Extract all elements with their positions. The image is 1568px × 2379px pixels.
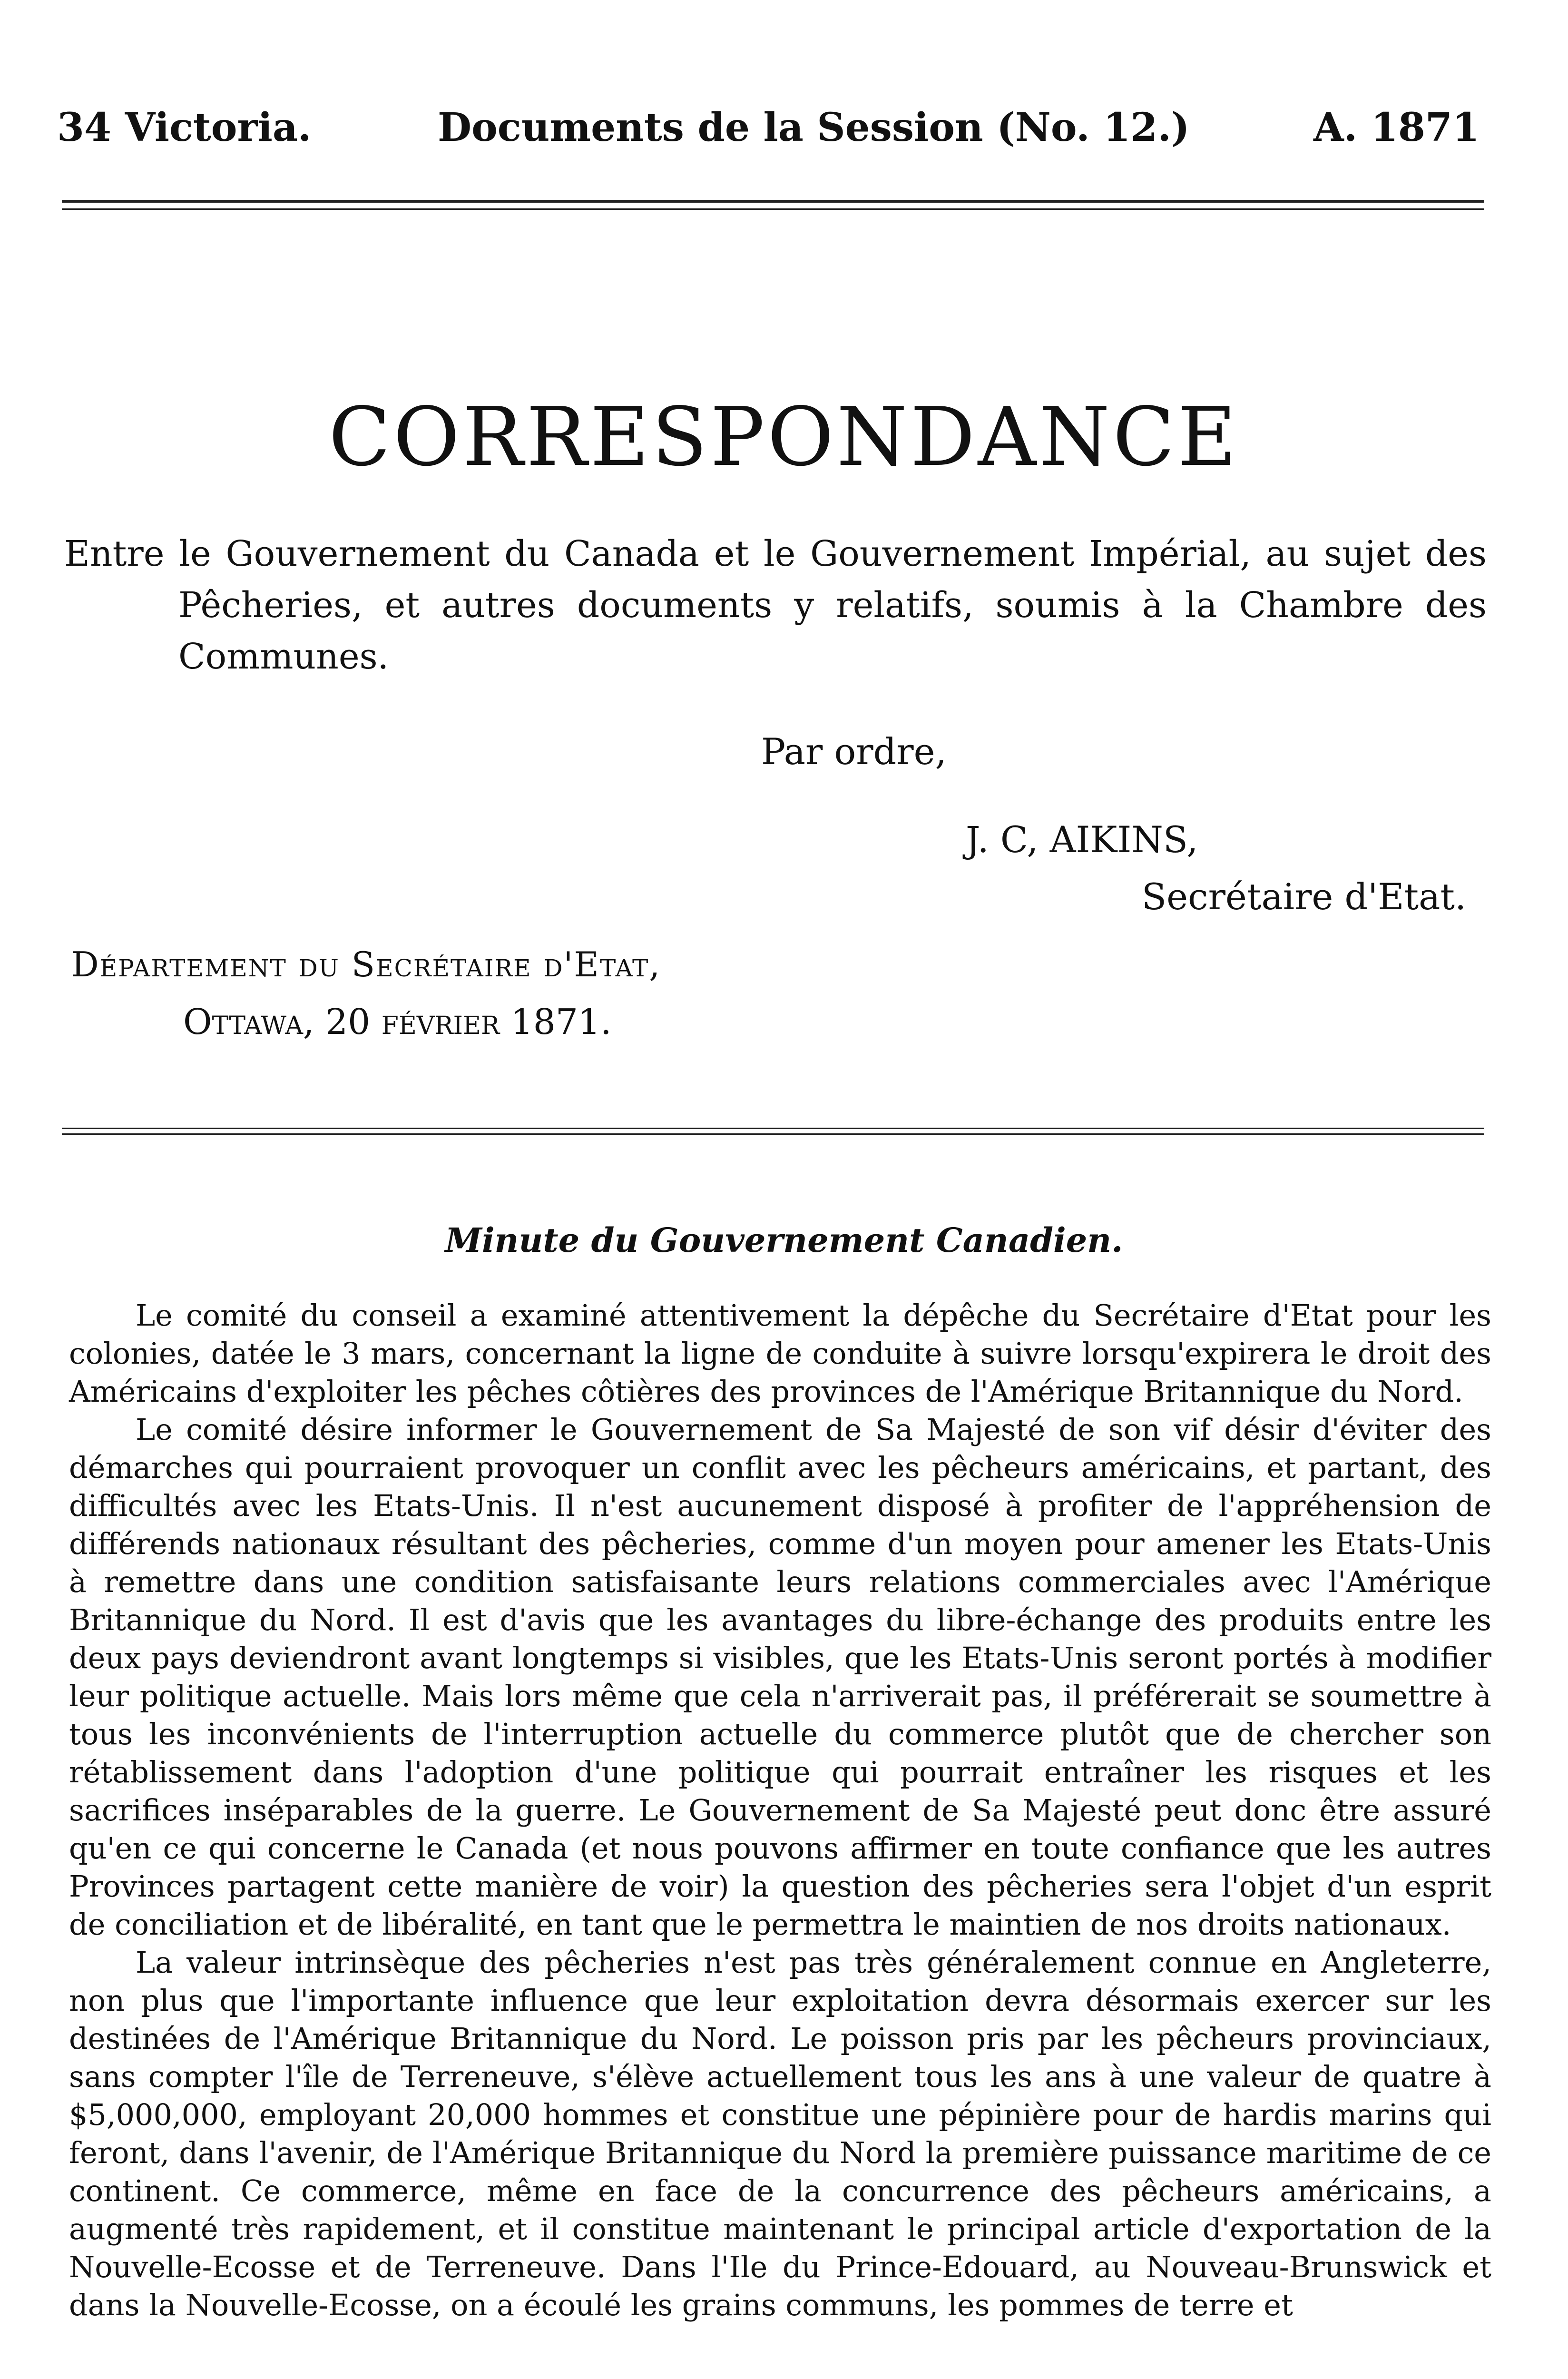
signer-title: Secrétaire d'Etat. xyxy=(1142,875,1467,918)
department-name: Département du Secrétaire d'Etat, xyxy=(71,944,661,984)
paragraph: La valeur intrinsèque des pêcheries n'est pas très généralement connue en Angleterre, non plus que l'importante influence que leur exploitation devra désormais exercer sur les destinées de l'Amérique Britannique du Nord. Le poisson pris par les pêcheurs provinciaux, sans compter l'île de Terreneuve, s'élève actuellement tous les ans à une valeur de quatre à $5,000,000, employant 20,000 hommes et constitue une pépinière pour de hardis marins qui feront, dans l'avenir, de l'Amérique Britannique du Nord la première puissance maritime de ce continent. Ce commerce, même en face de la concurrence des pêcheurs américains, a augmenté très rapidement, et il constitue maintenant le principal article d'exportation de la Nouvelle-Ecosse et de Terreneuve. Dans l'Ile du Prince-Edouard, au Nouveau-Brunswick et dans la Nouvelle-Ecosse, on a écoulé les grains communs, les pommes de terre et xyxy=(69,1945,1491,2322)
department-place-date: Ottawa, 20 février 1871. xyxy=(183,1002,612,1042)
page-title: CORRESPONDANCE xyxy=(328,390,1240,484)
header-rule xyxy=(62,200,1484,203)
section-rule xyxy=(62,1128,1484,1129)
paragraph: Le comité du conseil a examiné attentivement la dépêche du Secrétaire d'Etat pour les colonies, datée le 3 mars, concernant la ligne de conduite à suivre lorsqu'expirera le droit des Américains d'exploiter les pêches côtières des provinces de l'Amérique Britannique du Nord. xyxy=(69,1298,1491,1409)
intro-text: Entre le Gouvernement du Canada et le Gouvernement Impérial, au sujet des Pêcheries, et autres documents y relatifs, soumis à la Chambre des Communes. xyxy=(64,533,1487,677)
minute-body xyxy=(69,1297,1491,2324)
paragraph: Le comité désire informer le Gouvernement de Sa Majesté de son vif désir d'éviter des démarches qui pourraient provoquer un conflit avec les pêcheurs américains, et partant, des difficultés avec les Etats-Unis. Il n'est aucunement disposé à profiter de l'appréhension de différends nationaux résultant des pêcheries, comme d'un moyen pour amener les Etats-Unis à remettre dans une condition satisfaisante leurs relations commerciales avec l'Amérique Britannique du Nord. Il est d'avis que les avantages du libre-échange des produits entre les deux pays deviendront avant longtemps si visibles, que les Etats-Unis seront portés à modifier leur politique actuelle. Mais lors même que cela n'arriverait pas, il préférerait se soumettre à tous les inconvénients de l'interruption actuelle du commerce plutôt que de chercher son rétablissement dans l'adoption d'une politique qui pourrait entraîner les risques et les sacrifices inséparables de la guerre. Le Gouvernement de Sa Majesté peut donc être assuré qu'en ce qui concerne le Canada (et nous pouvons affirmer en toute confiance que les autres Provinces partagent cette manière de voir) la question des pêcheries sera l'objet d'un esprit de conciliation et de libéralité, en tant que le permettra le maintien de nos droits nationaux. xyxy=(69,1412,1491,1942)
section-rule-secondary xyxy=(62,1133,1484,1135)
header-volume: 34 Victoria. xyxy=(57,105,312,150)
order-line: Par ordre, xyxy=(761,730,947,773)
signer-name: J. C, AIKINS, xyxy=(966,818,1198,861)
header-rule-secondary xyxy=(62,208,1484,210)
page-header xyxy=(57,105,1480,157)
header-document-title: Documents de la Session (No. 12.) xyxy=(438,105,1190,150)
intro-block xyxy=(64,528,1487,682)
minute-title: Minute du Gouvernement Canadien. xyxy=(445,1220,1123,1260)
header-year: A. 1871 xyxy=(1313,105,1480,150)
